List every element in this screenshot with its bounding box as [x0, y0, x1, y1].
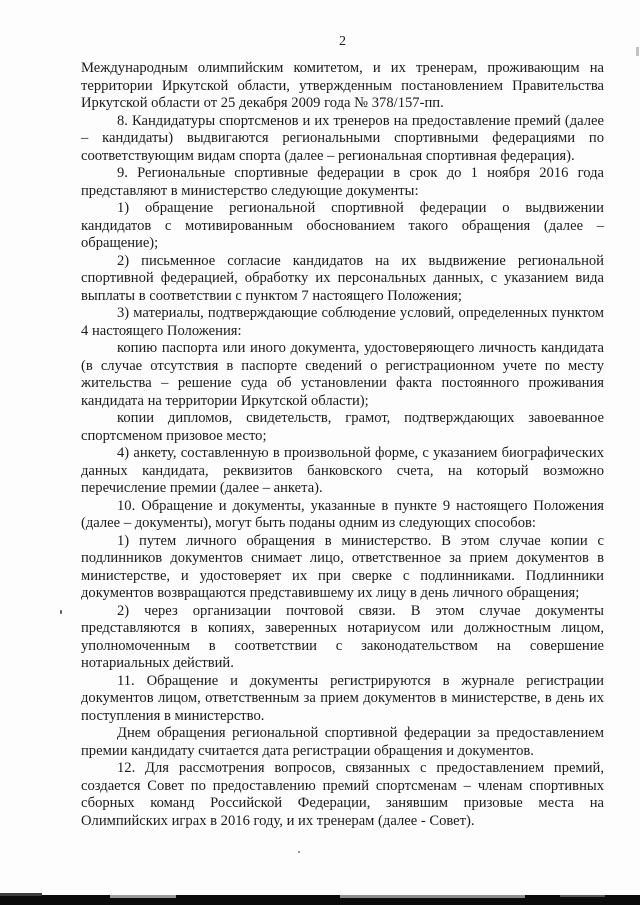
- paragraph: Международным олимпийским комитетом, и их тренерам, проживающим на территории Иркутской области, утвержденным постановлением Правительства Иркутской области от 25 декабря 2009 года № 378/157-пп.: [81, 60, 604, 111]
- paragraph: копии дипломов, свидетельств, грамот, подтверждающих завоеванное спортсменом призовое место;: [81, 410, 604, 444]
- scan-speck: [298, 851, 300, 853]
- paragraph: 12. Для рассмотрения вопросов, связанных с предоставлением премий, создается Совет по предоставлению премий спортсменам – членам спортивных сборных команд Российской Федерации, занявшим призовые места на Олимпийских играх в 2016 году, и их тренерам (далее - Совет).: [81, 760, 604, 829]
- scan-artifact-segment: [560, 895, 605, 897]
- paragraph: 3) материалы, подтверждающие соблюдение условий, определенных пунктом 4 настоящего Положения:: [81, 305, 604, 339]
- paragraph: копию паспорта или иного документа, удостоверяющего личность кандидата (в случае отсутствия в паспорте сведений о регистрационном учете по месту жительства – решение суда об установлении факта постоянного проживания кандидата на территории Иркутской области);: [81, 340, 604, 409]
- paragraph: 8. Кандидатуры спортсменов и их тренеров на предоставление премий (далее – кандидаты) выдвигаются региональными спортивными федерациями по соответствующим видам спорта (далее – региональная спортивная федерация).: [81, 112, 604, 164]
- scan-artifact-band: [0, 895, 640, 905]
- paragraph: Днем обращения региональной спортивной федерации за предоставлением премии кандидату считается дата регистрации обращения и документов.: [81, 725, 604, 759]
- paragraph: 4) анкету, составленную в произвольной форме, с указанием биографических данных кандидата, реквизитов банковского счета, на который возможно перечисление премии (далее – анкета).: [81, 445, 604, 496]
- page-number: 2: [339, 34, 346, 49]
- paragraph: 11. Обращение и документы регистрируются в журнале регистрации документов лицом, ответственным за прием документов в министерстве, в день их поступления в министерство.: [81, 672, 604, 724]
- paragraph: 2) письменное согласие кандидатов на их выдвижение региональной спортивной федерацией, обработку их персональных данных, с указанием вида выплаты в соответствии с пунктом 7 настоящего Положения;: [81, 252, 604, 304]
- scan-artifact-segment: [340, 895, 525, 898]
- scan-speck: [60, 610, 62, 614]
- text-block: [81, 60, 604, 830]
- paragraph: 1) путем личного обращения в министерство. В этом случае копии с подлинников документов снимает лицо, ответственное за прием документов в министерстве, и удостоверяет их при сверке с подлинниками. Подлинники документов возвращаются представившему их лицу в день личного обращения;: [81, 532, 604, 601]
- paragraph: 1) обращение региональной спортивной федерации о выдвижении кандидатов с мотивированным обоснованием такого обращения (далее – обращение);: [81, 200, 604, 251]
- scan-artifact-segment: [110, 895, 176, 898]
- scan-artifact-segment: [0, 893, 42, 896]
- paragraph: 10. Обращение и документы, указанные в пункте 9 настоящего Положения (далее – документы), могут быть поданы одним из следующих способов:: [81, 497, 604, 531]
- paragraph: 2) через организации почтовой связи. В этом случае документы представляются в копиях, заверенных нотариусом или должностным лицом, уполномоченным в соответствии с законодательством на совершение нотариальных действий.: [81, 602, 604, 671]
- scan-speck: [636, 47, 639, 56]
- paragraph: 9. Региональные спортивные федерации в срок до 1 ноября 2016 года представляют в министерство следующие документы:: [81, 165, 604, 199]
